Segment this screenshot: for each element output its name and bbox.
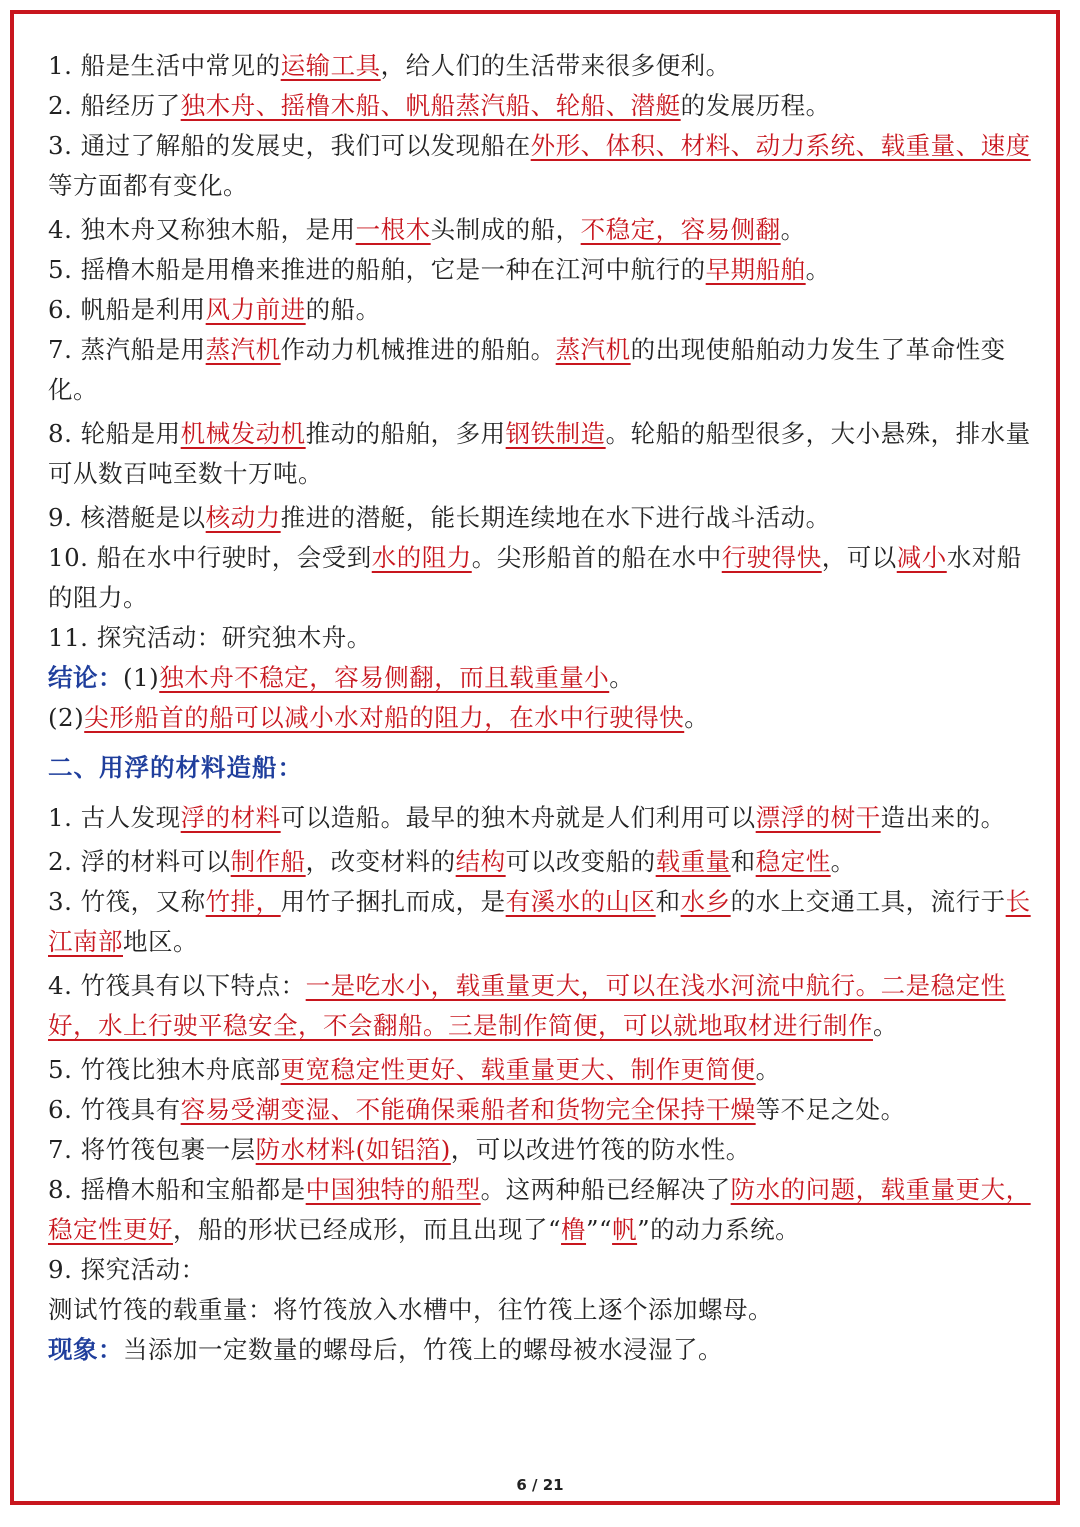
item-1: 1. 船是生活中常见的运输工具，给人们的生活带来很多便利。 (48, 51, 731, 80)
s2-item-9: 9. 探究活动： (48, 1255, 206, 1284)
s2-item-8: 8. 摇橹木船和宝船都是中国独特的船型。这两种船已经解决了防水的问题，载重量更大，稳定性更好，船的形状已经成形，而且出现了“橹”“帆”的动力系统。 (48, 1175, 1031, 1244)
s2-item-5: 5. 竹筏比独木舟底部更宽稳定性更好、载重量更大、制作更简便。 (48, 1055, 781, 1084)
item-6: 6. 帆船是利用风力前进的船。 (48, 295, 381, 324)
s2-item-1: 1. 古人发现浮的材料可以造船。最早的独木舟就是人们利用可以漂浮的树干造出来的。 (48, 803, 1006, 832)
s2-item-2: 2. 浮的材料可以制作船，改变材料的结构可以改变船的载重量和稳定性。 (48, 847, 856, 876)
item-11: 11. 探究活动：研究独木舟。 (48, 623, 372, 652)
section-heading: 二、用浮的材料造船： (48, 753, 303, 782)
item-7: 7. 蒸汽船是用蒸汽机作动力机械推进的船舶。蒸汽机的出现使船舶动力发生了革命性变化。 (48, 335, 1006, 404)
phenomenon: 现象：当添加一定数量的螺母后，竹筏上的螺母被水浸湿了。 (48, 1335, 723, 1364)
s2-item-6: 6. 竹筏具有容易受潮变湿、不能确保乘船者和货物完全保持干燥等不足之处。 (48, 1095, 906, 1124)
item-10: 10. 船在水中行驶时，会受到水的阻力。尖形船首的船在水中行驶得快，可以减小水对船的阻力。 (48, 543, 1022, 612)
item-2: 2. 船经历了独木舟、摇橹木船、帆船蒸汽船、轮船、潜艇的发展历程。 (48, 91, 831, 120)
document-content (48, 46, 1036, 1370)
item-8: 8. 轮船是用机械发动机推动的船舶，多用钢铁制造。轮船的船型很多，大小悬殊，排水量可从数百吨至数十万吨。 (48, 419, 1031, 488)
conclusion-2: (2)尖形船首的船可以减小水对船的阻力，在水中行驶得快。 (48, 703, 710, 732)
item-3: 3. 通过了解船的发展史，我们可以发现船在外形、体积、材料、动力系统、载重量、速度等方面都有变化。 (48, 131, 1031, 200)
page-number: 6 / 21 (516, 1476, 564, 1494)
s2-activity: 测试竹筏的载重量：将竹筏放入水槽中，往竹筏上逐个添加螺母。 (48, 1295, 773, 1324)
item-9: 9. 核潜艇是以核动力推进的潜艇，能长期连续地在水下进行战斗活动。 (48, 503, 831, 532)
s2-item-3: 3. 竹筏，又称竹排，用竹子捆扎而成，是有溪水的山区和水乡的水上交通工具，流行于长江南部地区。 (48, 887, 1031, 956)
conclusion-1: 结论：(1)独木舟不稳定，容易侧翻，而且载重量小。 (48, 663, 635, 692)
s2-item-4: 4. 竹筏具有以下特点：一是吃水小，载重量更大，可以在浅水河流中航行。二是稳定性好，水上行驶平稳安全，不会翻船。三是制作简便，可以就地取材进行制作。 (48, 971, 1006, 1040)
item-4: 4. 独木舟又称独木船，是用一根木头制成的船，不稳定，容易侧翻。 (48, 215, 806, 244)
s2-item-7: 7. 将竹筏包裹一层防水材料(如铝箔)，可以改进竹筏的防水性。 (48, 1135, 751, 1164)
item-5: 5. 摇橹木船是用橹来推进的船舶，它是一种在江河中航行的早期船舶。 (48, 255, 831, 284)
